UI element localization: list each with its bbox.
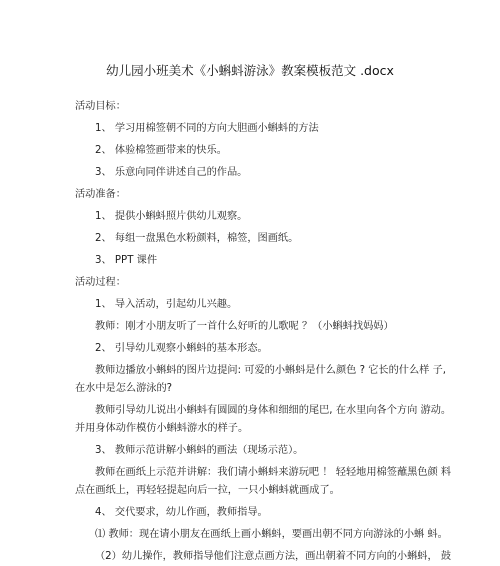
- goal-item-3: 3、 乐意向同伴讲述自己的作品。: [95, 167, 248, 178]
- process-paragraph: 教师在画纸上示范并讲解：我们请小蝌蚪来游玩吧 ！ 轻轻地用棉签蘸黑色颜 料: [95, 467, 452, 478]
- process-paragraph: ⑴ 教师：现在请小朋友在画纸上画小蝌蚪，要画出朝不同方向游泳的小蝌 蚪。: [95, 529, 448, 540]
- process-paragraph-cont: 并用身体动作模仿小蝌蚪游水的样子。: [75, 423, 249, 434]
- process-paragraph: 教师：刚才小朋友听了一首什么好听的儿歌呢 ？（小蝌蚪找妈妈）: [95, 321, 394, 332]
- process-step-4: 4、 交代要求，幼儿作画，教师指导。: [95, 507, 268, 518]
- section-heading-preparation: 活动准备：: [75, 189, 126, 200]
- prep-item-1: 1、 提供小蝌蚪照片供幼儿观察。: [95, 211, 248, 222]
- document-title: 幼儿园小班美术《小蝌蚪游泳》教案模板范文 .docx: [106, 63, 394, 78]
- section-heading-process: 活动过程：: [75, 277, 126, 288]
- process-paragraph: 教师引导幼儿说出小蝌蚪有圆圆的身体和细细的尾巴, 在水里向各个方向 游动。: [95, 405, 452, 416]
- prep-item-3: 3、 PPT 课件: [95, 255, 158, 266]
- section-heading-goals: 活动目标：: [75, 101, 126, 112]
- process-paragraph-cont: 在水中是怎么游泳的?: [75, 383, 173, 394]
- process-step-3: 3、 教师示范讲解小蝌蚪的画法（现场示范）。: [95, 445, 304, 456]
- process-paragraph: （2）幼儿操作，教师指导他们注意点画方法，画出朝着不同方向的小蝌蚪， 鼓: [95, 551, 452, 562]
- process-paragraph: 教师边播放小蝌蚪的图片边提问: 可爱的小蝌蚪是什么颜色 ? 它长的什么样 子,: [95, 365, 447, 376]
- goal-item-1: 1、 学习用棉签朝不同的方向大胆画小蝌蚪的方法: [95, 123, 319, 134]
- process-step-1: 1、 导入活动，引起幼儿兴趣。: [95, 299, 238, 310]
- goal-item-2: 2、 体验棉签画带来的快乐。: [95, 145, 227, 156]
- process-paragraph-cont: 点在画纸上，再轻轻提起向后一拉，一只小蝌蚪就画成了。: [75, 485, 340, 496]
- prep-item-2: 2、 每组一盘黑色水粉颜料，棉签，图画纸。: [95, 233, 299, 244]
- process-step-2: 2、 引导幼儿观察小蝌蚪的基本形态。: [95, 343, 268, 354]
